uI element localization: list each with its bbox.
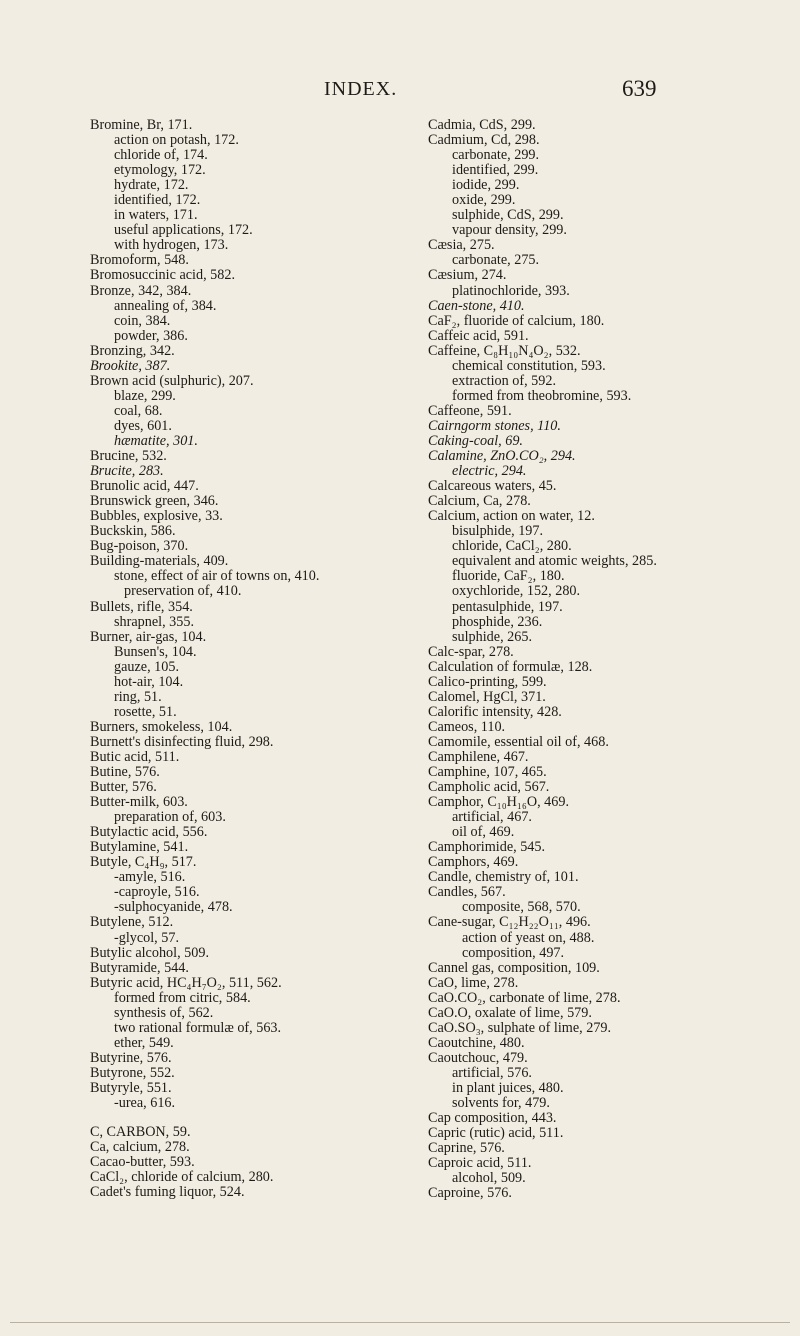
index-subentry: iodide, 299.: [452, 177, 520, 194]
index-entry: Caproine, 576.: [428, 1185, 512, 1202]
index-subentry: gauze, 105.: [114, 658, 180, 675]
index-entry: Calcium, Ca, 278.: [428, 493, 531, 510]
index-subentry: in plant juices, 480.: [452, 1080, 564, 1096]
index-subentry: carbonate, 299.: [452, 147, 540, 164]
index-entry: Campholic acid, 567.: [428, 779, 550, 796]
index-entry: Butyryle, 551.: [90, 1080, 172, 1096]
index-entry: Butylactic acid, 556.: [90, 824, 208, 841]
index-subentry: dyes, 601.: [114, 417, 172, 434]
index-subentry: ether, 549.: [114, 1034, 174, 1051]
index-entry: Calamine, ZnO.CO₂, 294.: [428, 448, 576, 465]
index-subentry: blaze, 299.: [114, 387, 176, 404]
index-subentry: oil of, 469.: [452, 824, 515, 841]
index-entry: Bromosuccinic acid, 582.: [90, 267, 235, 284]
index-entry: Capric (rutic) acid, 511.: [428, 1125, 564, 1142]
index-subentry: formed from citric, 584.: [114, 989, 251, 1006]
index-subentry: shrapnel, 355.: [114, 613, 194, 630]
index-subentry: ring, 51.: [114, 688, 162, 705]
index-entry: Butter, 576.: [90, 779, 157, 796]
index-entry: Calorific intensity, 428.: [428, 703, 562, 720]
index-subentry: stone, effect of air of towns on, 410.: [114, 568, 320, 585]
index-subentry: coin, 384.: [114, 312, 171, 329]
index-subentry: -amyle, 516.: [114, 869, 186, 886]
index-subentry: -urea, 616.: [114, 1095, 176, 1112]
index-subentry: electric, 294.: [452, 463, 527, 480]
index-subentry: platinochloride, 393.: [452, 282, 570, 299]
index-entry: Butylamine, 541.: [90, 839, 189, 856]
index-subentry: phosphide, 236.: [452, 613, 543, 630]
index-entry: Bullets, rifle, 354.: [90, 598, 193, 615]
index-entry: Ca, calcium, 278.: [90, 1139, 190, 1156]
index-entry: Burnett's disinfecting fluid, 298.: [90, 733, 274, 750]
index-subentry: sulphide, 265.: [452, 628, 532, 645]
index-entry: Cadmia, CdS, 299.: [428, 117, 536, 133]
index-entry: Cameos, 110.: [428, 718, 506, 735]
index-subentry: bisulphide, 197.: [452, 523, 544, 540]
index-entry: Caoutchine, 480.: [428, 1034, 525, 1051]
page-number: 639: [622, 76, 657, 101]
index-subentry: hot-air, 104.: [114, 673, 184, 690]
index-entry: Calculation of formulæ, 128.: [428, 658, 593, 675]
running-head: INDEX.: [324, 78, 398, 100]
index-entry: Butyramide, 544.: [90, 959, 189, 976]
index-entry: Caffeic acid, 591.: [428, 327, 529, 344]
index-column-left: [90, 118, 420, 1200]
index-entry: Brucite, 283.: [90, 463, 164, 480]
index-subentry: composite, 568, 570.: [462, 899, 581, 916]
index-entry: Cæsia, 275.: [428, 237, 495, 254]
index-entry: Bronze, 342, 384.: [90, 282, 192, 299]
index-entry: Butyric acid, HC₄H₇O₂, 511, 562.: [90, 974, 282, 991]
index-entry: Butyrine, 576.: [90, 1049, 172, 1066]
index-subentry: identified, 299.: [452, 162, 539, 179]
index-subentry: etymology, 172.: [114, 162, 206, 179]
index-entry: Butylic alcohol, 509.: [90, 944, 210, 961]
index-subentry: artificial, 576.: [452, 1064, 532, 1081]
index-entry: Camphors, 469.: [428, 854, 519, 871]
index-entry: CaO, lime, 278.: [428, 974, 519, 991]
index-subentry: chloride, CaCl₂, 280.: [452, 538, 572, 555]
index-subentry: fluoride, CaF₂, 180.: [452, 568, 565, 585]
index-subentry: rosette, 51.: [114, 703, 177, 720]
index-subentry: carbonate, 275.: [452, 252, 540, 269]
index-entry: Butyrone, 552.: [90, 1064, 175, 1081]
index-entry: Brunolic acid, 447.: [90, 478, 199, 495]
index-subentry: composition, 497.: [462, 944, 565, 961]
index-entry: Camphor, C₁₀H₁₆O, 469.: [428, 794, 569, 811]
index-subentry: -glycol, 57.: [114, 929, 180, 946]
index-entry: Cannel gas, composition, 109.: [428, 959, 600, 976]
index-subentry: chemical constitution, 593.: [452, 357, 606, 374]
index-entry: Burners, smokeless, 104.: [90, 718, 233, 735]
index-subentry: extraction of, 592.: [452, 372, 557, 389]
index-entry: Cap composition, 443.: [428, 1110, 557, 1127]
index-subentry: useful applications, 172.: [114, 222, 253, 239]
index-entry: Caffeone, 591.: [428, 402, 512, 419]
index-entry: CaF₂, fluoride of calcium, 180.: [428, 312, 605, 329]
index-subentry: solvents for, 479.: [452, 1095, 550, 1112]
index-entry: Caen-stone, 410.: [428, 297, 525, 314]
index-entry: Cadet's fuming liquor, 524.: [90, 1184, 245, 1201]
index-subentry: formed from theobromine, 593.: [452, 387, 632, 404]
page-bottom-edge: [10, 1322, 790, 1323]
index-subentry: in waters, 171.: [114, 207, 198, 224]
index-subentry: equivalent and atomic weights, 285.: [452, 553, 657, 570]
index-subentry: preservation of, 410.: [124, 583, 242, 600]
index-subentry: powder, 386.: [114, 327, 188, 344]
index-entry: Cæsium, 274.: [428, 267, 507, 284]
index-subentry: artificial, 467.: [452, 809, 532, 826]
index-entry: Brookite, 387.: [90, 357, 171, 374]
section-gap: [90, 1111, 420, 1125]
index-entry: Cairngorm stones, 110.: [428, 417, 561, 434]
index-entry: Caoutchouc, 479.: [428, 1049, 528, 1066]
index-entry: Calcium, action on water, 12.: [428, 508, 595, 525]
index-subentry: action on potash, 172.: [114, 132, 239, 149]
index-entry: Building-materials, 409.: [90, 553, 229, 570]
index-subentry: oxide, 299.: [452, 192, 516, 209]
index-entry: Camphorimide, 545.: [428, 839, 546, 856]
index-entry: Calomel, HgCl, 371.: [428, 688, 546, 705]
index-subentry: coal, 68.: [114, 402, 163, 419]
index-subentry: -caproyle, 516.: [114, 884, 200, 901]
index-entry: Brucine, 532.: [90, 448, 167, 465]
index-entry: Caking-coal, 69.: [428, 432, 523, 449]
index-entry: Cadmium, Cd, 298.: [428, 132, 540, 149]
index-subentry: oxychloride, 152, 280.: [452, 583, 581, 600]
index-entry: CaCl₂, chloride of calcium, 280.: [90, 1169, 274, 1186]
index-entry: Cane-sugar, C₁₂H₂₂O₁₁, 496.: [428, 914, 591, 931]
index-entry: Candle, chemistry of, 101.: [428, 869, 579, 886]
index-entry: Caproic acid, 511.: [428, 1155, 532, 1172]
index-subentry: -sulphocyanide, 478.: [114, 899, 233, 916]
index-subentry: hæmatite, 301.: [114, 432, 198, 449]
index-column-right: [428, 118, 798, 1201]
index-subentry: chloride of, 174.: [114, 147, 208, 164]
index-entry: Brown acid (sulphuric), 207.: [90, 372, 254, 389]
page-header: [0, 76, 800, 116]
index-entry: Butine, 576.: [90, 764, 160, 781]
index-subentry: annealing of, 384.: [114, 297, 217, 314]
index-subentry: hydrate, 172.: [114, 177, 189, 194]
index-entry: Butylene, 512.: [90, 914, 174, 931]
index-subentry: two rational formulæ of, 563.: [114, 1019, 282, 1036]
index-subentry: preparation of, 603.: [114, 809, 226, 826]
index-entry: Butyle, C₄H₉, 517.: [90, 854, 197, 871]
index-entry: Calico-printing, 599.: [428, 673, 547, 690]
index-entry: Bubbles, explosive, 33.: [90, 508, 223, 525]
index-entry: C, CARBON, 59.: [90, 1124, 191, 1141]
index-entry: Cacao-butter, 593.: [90, 1154, 195, 1171]
index-subentry: alcohol, 509.: [452, 1170, 526, 1187]
index-entry: Caffeine, C₈H₁₀N₄O₂, 532.: [428, 342, 581, 359]
index-entry: CaO.O, oxalate of lime, 579.: [428, 1004, 592, 1021]
index-subentry: synthesis of, 562.: [114, 1004, 214, 1021]
index-entry: Calcareous waters, 45.: [428, 478, 557, 495]
index-subentry: sulphide, CdS, 299.: [452, 207, 564, 224]
index-entry: Bromine, Br, 171.: [90, 117, 193, 133]
index-entry: Calc-spar, 278.: [428, 643, 514, 660]
index-entry: Brunswick green, 346.: [90, 493, 219, 510]
index-entry: Candles, 567.: [428, 884, 506, 901]
index-subentry: Bunsen's, 104.: [114, 643, 197, 660]
index-entry: Caprine, 576.: [428, 1140, 505, 1157]
index-entry: Butter-milk, 603.: [90, 794, 188, 811]
index-entry: Camomile, essential oil of, 468.: [428, 733, 609, 750]
index-subentry: vapour density, 299.: [452, 222, 567, 239]
index-entry: CaO.SO₃, sulphate of lime, 279.: [428, 1019, 612, 1036]
index-entry: Bronzing, 342.: [90, 342, 175, 359]
index-subentry: action of yeast on, 488.: [462, 929, 595, 946]
index-entry: Bug-poison, 370.: [90, 538, 189, 555]
index-subentry: with hydrogen, 173.: [114, 237, 229, 254]
index-entry: CaO.CO₂, carbonate of lime, 278.: [428, 989, 621, 1006]
index-entry: Camphilene, 467.: [428, 748, 529, 765]
index-entry: Bromoform, 548.: [90, 252, 189, 269]
index-entry: Burner, air-gas, 104.: [90, 628, 207, 645]
index-entry: Butic acid, 511.: [90, 748, 180, 765]
index-entry: Camphine, 107, 465.: [428, 764, 547, 781]
index-subentry: pentasulphide, 197.: [452, 598, 563, 615]
index-entry: Buckskin, 586.: [90, 523, 176, 540]
index-subentry: identified, 172.: [114, 192, 201, 209]
